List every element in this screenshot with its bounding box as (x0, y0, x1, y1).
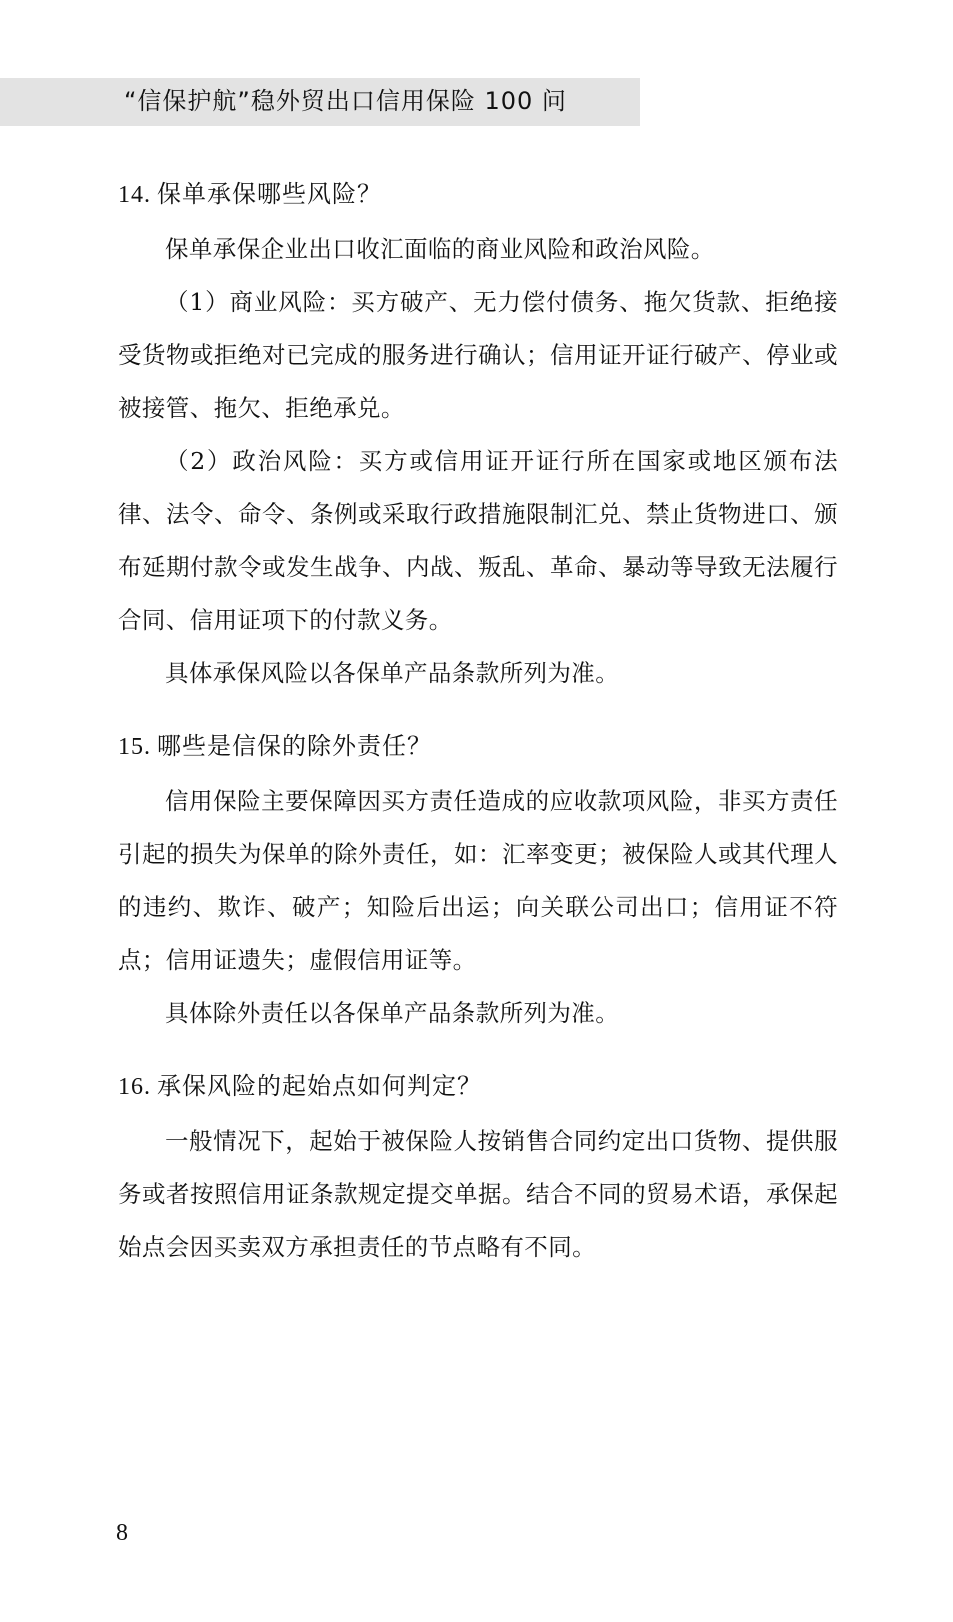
question-title (118, 178, 838, 211)
paragraph: 保单承保企业出口收汇面临的商业风险和政治风险。 (165, 235, 715, 263)
question-15 (118, 730, 838, 1040)
paragraph: 一般情况下，起始于被保险人按销售合同约定出口货物、提供服务或者按照信用证条款规定提交单据。结合不同的贸易术语，承保起始点会因买卖双方承担责任的节点略有不同。 (118, 1127, 838, 1261)
paragraph: 信用保险主要保障因买方责任造成的应收款项风险，非买方责任引起的损失为保单的除外责任，如：汇率变更；被保险人或其代理人的违约、欺诈、破产；知险后出运；向关联公司出口；信用证不符点；信用证遗失；虚假信用证等。 (118, 787, 838, 974)
running-header-title: “信保护航”稳外贸出口信用保险 100 问 (124, 87, 567, 115)
paragraph: 具体承保风险以各保单产品条款所列为准。 (165, 659, 620, 687)
question-text: 哪些是信保的除外责任？ (157, 732, 432, 760)
page-content (118, 178, 838, 1304)
question-text: 承保风险的起始点如何判定？ (157, 1072, 482, 1100)
question-number: 16. (118, 1074, 151, 1100)
question-title (118, 730, 838, 763)
question-text: 保单承保哪些风险？ (157, 180, 382, 208)
page-number: 8 (116, 1520, 128, 1546)
question-number: 14. (118, 182, 151, 208)
question-title (118, 1070, 838, 1103)
question-16 (118, 1070, 838, 1274)
paragraph: （2）政治风险：买方或信用证开证行所在国家或地区颁布法律、法令、命令、条例或采取行政措施限制汇兑、禁止货物进口、颁布延期付款令或发生战争、内战、叛乱、革命、暴动等导致无法履行合同、信用证项下的付款义务。 (118, 447, 838, 634)
question-14 (118, 178, 838, 700)
question-number: 15. (118, 734, 151, 760)
paragraph: （1）商业风险：买方破产、无力偿付债务、拖欠货款、拒绝接受货物或拒绝对已完成的服务进行确认；信用证开证行破产、停业或被接管、拖欠、拒绝承兑。 (118, 288, 838, 422)
paragraph: 具体除外责任以各保单产品条款所列为准。 (165, 999, 620, 1027)
